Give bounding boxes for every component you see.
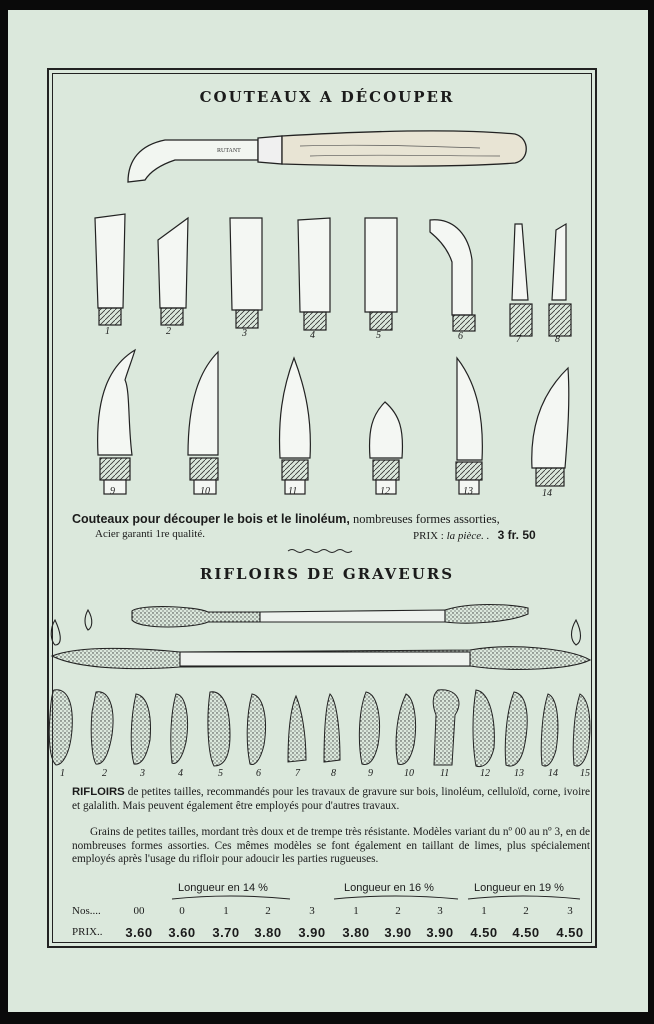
knife-number: 3 [242,328,247,339]
model-number: 3 [309,905,315,917]
numbers-row-label: Nos.... [72,905,101,917]
rifloir-number: 4 [178,768,183,779]
knife-3 [230,218,262,328]
knife-12 [370,402,403,494]
rifloirs-description: RIFLOIRS de petites tailles, recommandés pour les travaux de gravure sur bois, linoléum, celluloïd, corne, ivoire et galalith. Mais peuvent également être employés pour d'autres travaux. [72,786,590,812]
rifloir-number: 1 [60,768,65,779]
knife-number: 1 [105,326,110,337]
model-number: 2 [523,905,529,917]
knife-14 [532,368,569,486]
rifloir-number: 9 [368,768,373,779]
model-number: 1 [353,905,359,917]
model-price: 3.60 [125,925,153,940]
knife-5 [365,218,397,330]
knife-6 [430,220,475,331]
prices-row-label: PRIX.. [72,926,103,938]
knife-13 [456,358,482,494]
knife-4 [298,218,330,330]
knife-2 [158,218,188,325]
rifloir-number: 7 [295,768,300,779]
knife-10 [188,352,218,494]
model-number: 3 [567,905,573,917]
model-price: 3.80 [342,925,370,940]
knife-number: 10 [200,486,210,497]
knives-row-1 [95,214,571,336]
ornament-divider [288,550,352,553]
length-group-16: Longueur en 16 % [344,882,434,894]
length-group-14: Longueur en 14 % [178,882,268,894]
model-number: 3 [437,905,443,917]
rifloir-number: 8 [331,768,336,779]
knife-8 [549,224,571,336]
heading-rifloirs: RIFLOIRS DE GRAVEURS [199,565,455,583]
rifloir-number: 10 [404,768,414,779]
model-price: 4.50 [556,925,584,940]
model-number: 2 [265,905,271,917]
rifloir-number: 12 [480,768,490,779]
knife-1 [95,214,125,325]
model-number: 1 [223,905,229,917]
knife-number: 8 [555,334,560,345]
price-table-rules [172,896,580,899]
rifloirs-long-illustration [51,605,590,670]
knife-number: 2 [166,326,171,337]
heading-knives: COUTEAUX A DÉCOUPER [199,88,455,106]
large-knife-illustration [128,131,526,182]
rifloir-number: 5 [218,768,223,779]
knife-11 [280,358,311,494]
model-price: 3.60 [168,925,196,940]
knife-number: 12 [380,486,390,497]
knives-caption: Couteaux pour découper le bois et le linoléum, nombreuses formes assorties, [72,512,500,526]
knife-9 [98,350,135,494]
length-group-19: Longueur en 19 % [474,882,564,894]
knife-number: 5 [376,330,381,341]
model-number: 1 [481,905,487,917]
knives-price: PRIX : la pièce. . 3 fr. 50 [413,528,536,542]
model-number: 2 [395,905,401,917]
svg-text:RUTANT: RUTANT [217,148,241,154]
model-price: 3.80 [254,925,282,940]
knife-number: 6 [458,331,463,342]
rifloirs-details: Grains de petites tailles, mordant très doux et de trempe très résistante. Modèles variant du nº 00 au nº 3, en de nombreuses formes assorties. Ces mêmes modèles se font également en taillant de limes, plus spécialement employés après l'usage du rifloir pour adoucir les parties rugueuses. [72,826,590,865]
knife-number: 14 [542,488,552,499]
rifloir-number: 14 [548,768,558,779]
model-number: 00 [133,905,145,917]
model-price: 3.90 [384,925,412,940]
rifloir-number: 13 [514,768,524,779]
rifloir-number: 3 [140,768,145,779]
knives-row-2 [98,350,569,494]
knife-number: 11 [288,486,298,497]
rifloir-number: 11 [440,768,450,779]
model-price: 3.90 [298,925,326,940]
rifloirs-small-row [49,690,590,767]
knife-number: 13 [463,486,473,497]
knife-number: 7 [516,334,521,345]
rifloir-number: 2 [102,768,107,779]
knife-number: 9 [110,486,115,497]
rifloir-number: 15 [580,768,590,779]
model-number: 0 [179,905,185,917]
knife-7 [510,224,532,336]
rifloir-number: 6 [256,768,261,779]
model-price: 4.50 [512,925,540,940]
knives-quality: Acier garanti 1re qualité. [95,528,205,540]
knife-number: 4 [310,330,315,341]
model-price: 3.90 [426,925,454,940]
model-price: 3.70 [212,925,240,940]
model-price: 4.50 [470,925,498,940]
